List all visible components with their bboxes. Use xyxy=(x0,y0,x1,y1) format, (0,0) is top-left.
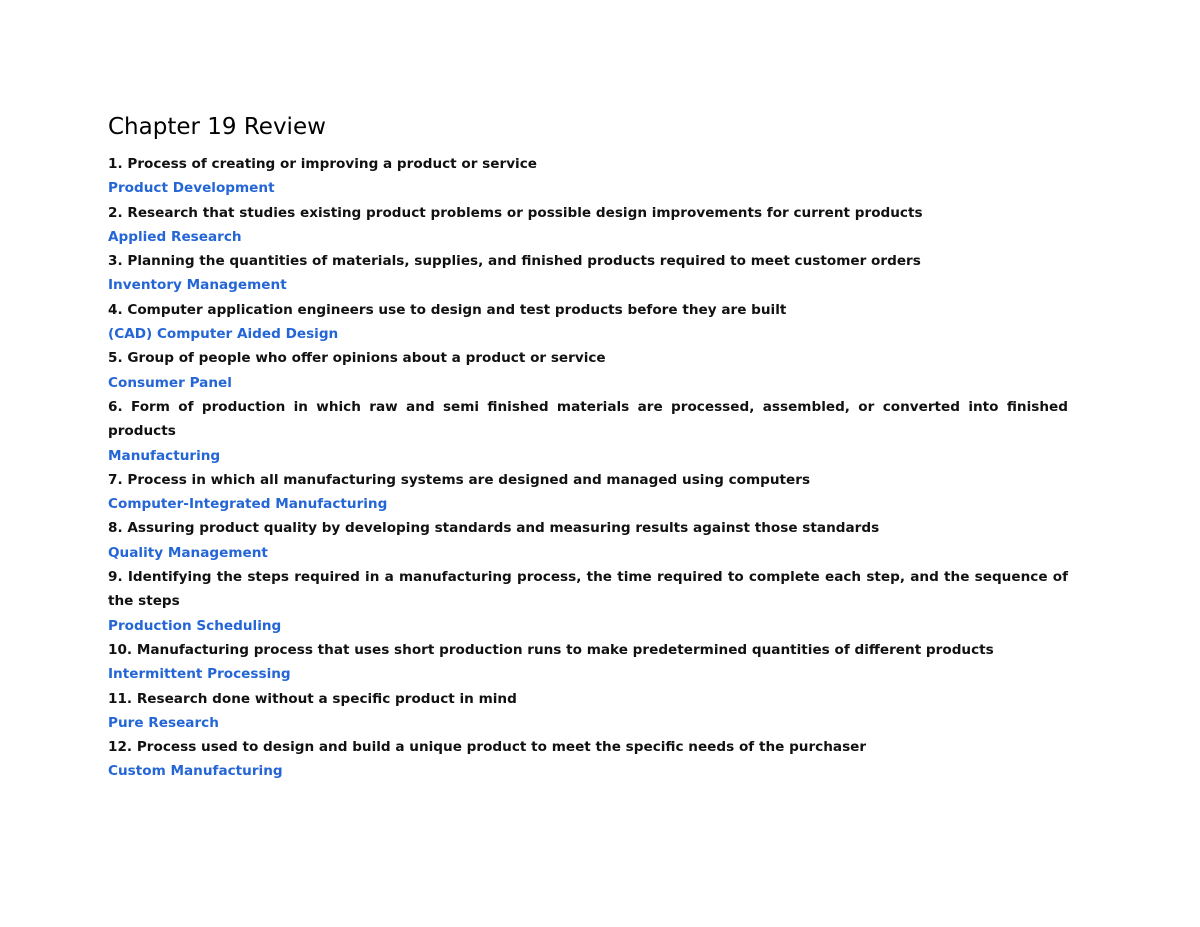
question-text: 11. Research done without a specific product in mind xyxy=(108,690,517,707)
review-item xyxy=(108,565,1068,638)
question-text: 3. Planning the quantities of materials, supplies, and finished products required to meet customer orders xyxy=(108,253,921,270)
review-item xyxy=(108,735,1068,784)
answer-text: Production Scheduling xyxy=(108,617,282,634)
question-text: 2. Research that studies existing product problems or possible design improvements for current products xyxy=(108,204,923,221)
question-text: 9. Identifying the steps required in a manufacturing process, the time required to complete each step, and the sequence of the steps xyxy=(108,569,1068,610)
question-text: 7. Process in which all manufacturing systems are designed and managed using computers xyxy=(108,471,811,488)
review-list xyxy=(108,152,1068,784)
answer-text: Quality Management xyxy=(108,544,268,561)
answer-text: Pure Research xyxy=(108,714,219,731)
question-text: 6. Form of production in which raw and semi finished materials are processed, assembled, or converted into finished products xyxy=(108,398,1068,440)
review-item xyxy=(108,298,1068,347)
review-item xyxy=(108,346,1068,395)
answer-text: Computer-Integrated Manufacturing xyxy=(108,496,388,513)
review-item xyxy=(108,516,1068,565)
review-item xyxy=(108,249,1068,298)
answer-text: Custom Manufacturing xyxy=(108,763,283,780)
page-title: Chapter 19 Review xyxy=(108,114,326,140)
answer-text: Product Development xyxy=(108,180,275,197)
question-text: 1. Process of creating or improving a product or service xyxy=(108,156,537,172)
review-item xyxy=(108,152,1068,201)
question-text: 8. Assuring product quality by developing standards and measuring results against those standards xyxy=(108,520,880,537)
review-item xyxy=(108,395,1068,468)
answer-text: Applied Research xyxy=(108,228,242,245)
answer-text: Intermittent Processing xyxy=(108,666,291,683)
review-item xyxy=(108,638,1068,687)
question-text: 4. Computer application engineers use to design and test products before they are built xyxy=(108,301,787,318)
question-text: 5. Group of people who offer opinions about a product or service xyxy=(108,350,606,367)
answer-text: Consumer Panel xyxy=(108,374,232,391)
review-item xyxy=(108,201,1068,250)
answer-text: (CAD) Computer Aided Design xyxy=(108,326,339,343)
review-item xyxy=(108,687,1068,736)
review-item xyxy=(108,468,1068,517)
question-text: 10. Manufacturing process that uses short production runs to make predetermined quantities of different products xyxy=(108,641,994,658)
answer-text: Manufacturing xyxy=(108,447,221,464)
question-text: 12. Process used to design and build a unique product to meet the specific needs of the purchaser xyxy=(108,739,867,756)
answer-text: Inventory Management xyxy=(108,277,287,294)
